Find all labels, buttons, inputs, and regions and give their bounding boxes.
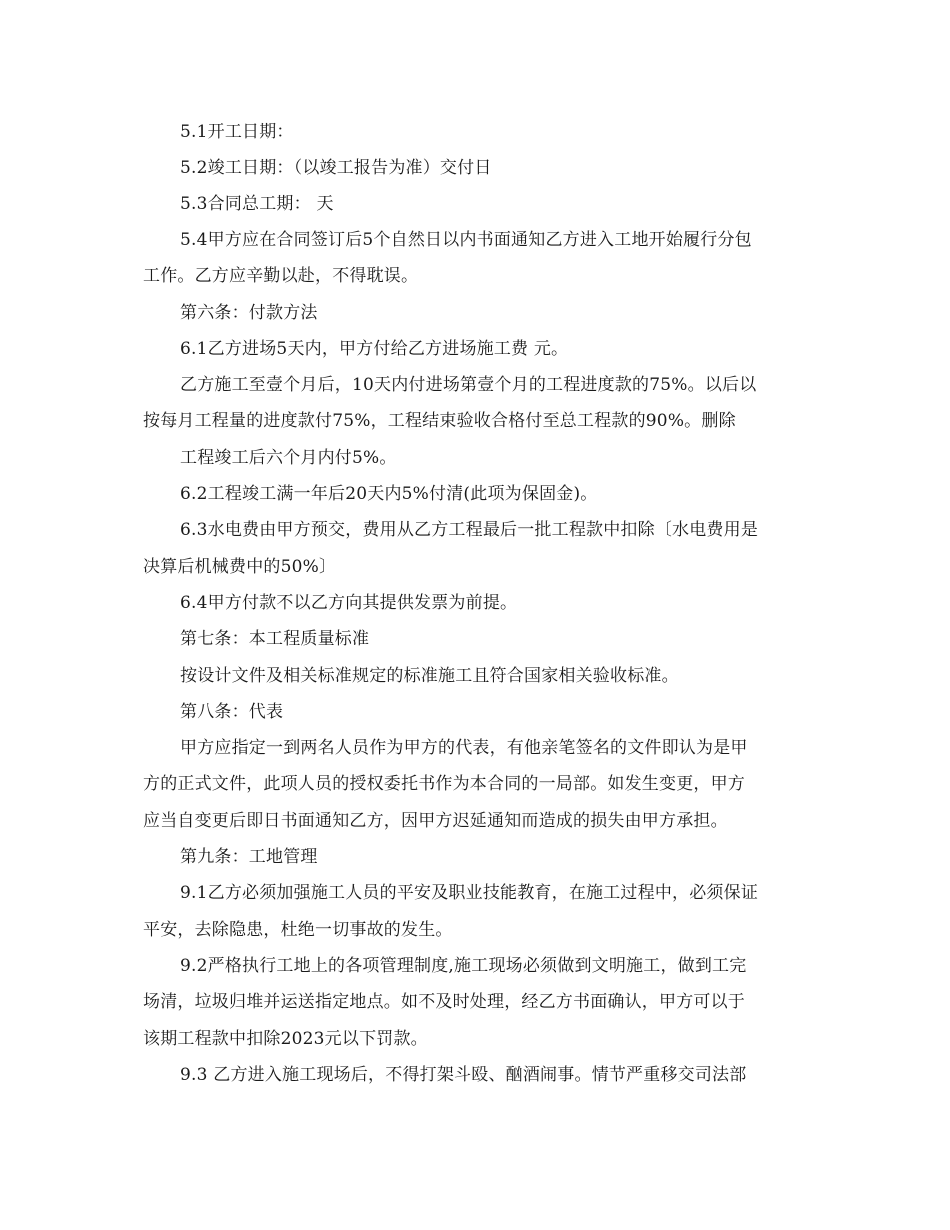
text-line: 5.3合同总工期： 天 [180,194,334,214]
text-line: 6.1乙方进场5天内，甲方付给乙方进场施工费 元。 [180,339,569,359]
section-heading: 第九条：工地管理 [180,847,318,867]
section-heading: 第八条：代表 [180,702,284,722]
text-line: 9.2严格执行工地上的各项管理制度,施工现场必须做到文明施工，做到工完 [180,956,747,976]
text-line: 9.1乙方必须加强施工人员的平安及职业技能教育，在施工过程中，必须保证 [180,883,759,903]
text-line: 方的正式文件，此项人员的授权委托书作为本合同的一局部。如发生变更，甲方 [143,774,745,794]
text-line: 应当自变更后即日书面通知乙方，因甲方迟延通知而造成的损失由甲方承担。 [143,811,728,831]
text-line: 该期工程款中扣除2023元以下罚款。 [143,1029,428,1049]
text-line: 乙方施工至壹个月后，10天内付进场第壹个月的工程进度款的75%。以后以 [180,375,757,395]
text-line: 5.1开工日期： [180,122,294,142]
text-line: 工作。乙方应辛勤以赴，不得耽误。 [143,266,419,286]
text-line: 甲方应指定一到两名人员作为甲方的代表，有他亲笔签名的文件即认为是甲 [180,738,748,758]
text-line: 工程竣工后六个月内付5%。 [180,448,397,468]
section-heading: 第七条：本工程质量标准 [180,629,370,649]
text-line: 6.4甲方付款不以乙方向其提供发票为前提。 [180,593,518,613]
text-line: 按每月工程量的进度款付75%，工程结束验收合格付至总工程款的90%。删除 [143,411,736,431]
section-heading: 第六条：付款方法 [180,303,318,323]
text-line: 场清，垃圾归堆并运送指定地点。如不及时处理，经乙方书面确认，甲方可以于 [143,992,745,1012]
text-line: 决算后机械费中的50%〕 [143,557,337,577]
text-line: 6.2工程竣工满一年后20天内5%付清(此项为保固金)。 [180,484,598,504]
text-line: 平安，去除隐患，杜绝一切事故的发生。 [143,920,453,940]
text-line: 6.3水电费由甲方预交，费用从乙方工程最后一批工程款中扣除〔水电费用是 [180,520,759,540]
text-line: 9.3 乙方进入施工现场后，不得打架斗殴、酗酒闹事。情节严重移交司法部 [180,1065,747,1085]
text-line: 5.2竣工日期：（以竣工报告为准）交付日 [180,158,492,178]
text-line: 按设计文件及相关标准规定的标准施工且符合国家相关验收标准。 [180,666,679,686]
text-line: 5.4甲方应在合同签订后5个自然日以内书面通知乙方进入工地开始履行分包 [180,230,752,250]
